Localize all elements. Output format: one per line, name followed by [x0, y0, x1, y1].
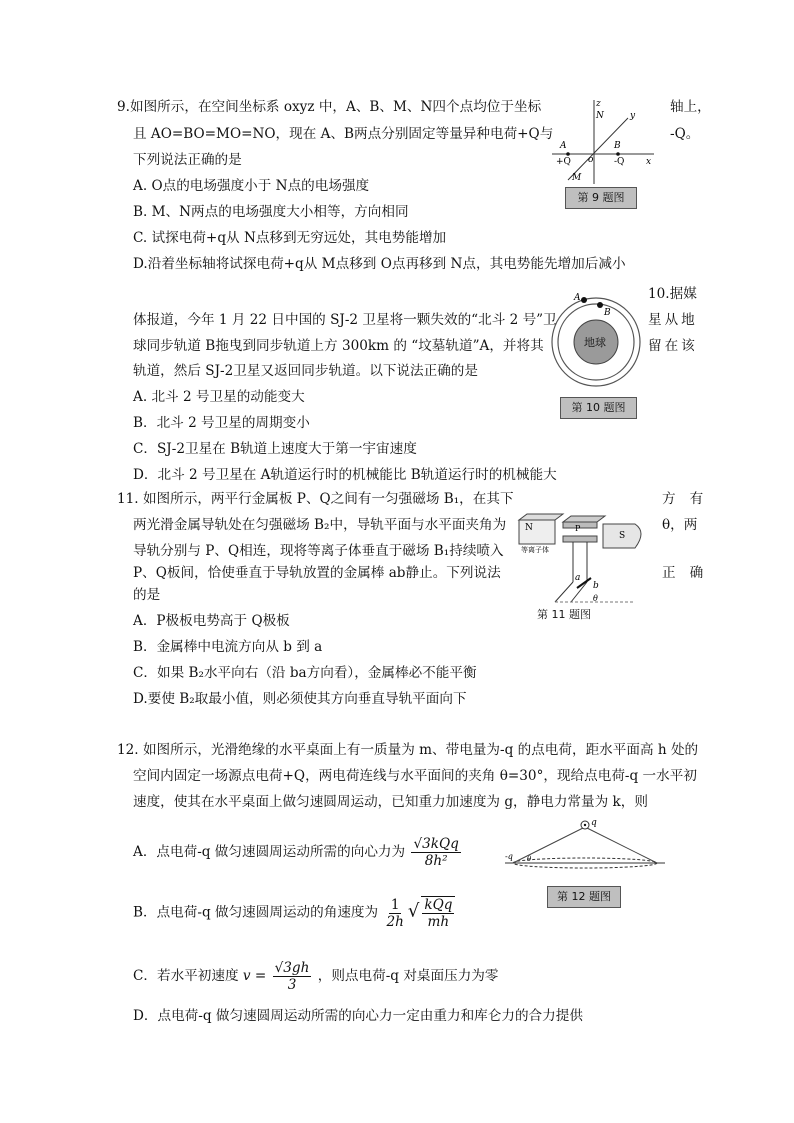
q9-option-d: D.沿着坐标轴将试探电荷+q从 M点移到 O点再移到 N点，其电势能先增加后减小 — [133, 256, 626, 272]
q11-label-theta: θ — [593, 594, 598, 603]
q9-option-a: A. O点的电场强度小于 N点的电场强度 — [133, 178, 370, 194]
q12-option-d: D．点电荷-q 做匀速圆周运动所需的向心力一定由重力和库仑力的合力提供 — [133, 1008, 583, 1024]
q10-line1: 体报道，今年 1 月 22 日中国的 SJ-2 卫星将一颗失效的“北斗 2 号”卫 — [133, 312, 557, 328]
q10-number: 10.据媒 — [648, 286, 697, 302]
q12-option-b-numerator: 1 — [390, 896, 400, 913]
q10-line3: 轨道，然后 SJ-2卫星又返回同步轨道。以下说法正确的是 — [133, 363, 478, 379]
q12-line1: 12. 如图所示，光滑绝缘的水平桌面上有一质量为 m、带电量为-q 的点电荷，距水平面高 h 处的 — [117, 742, 699, 758]
q11-label-plasma: 等离子体 — [521, 546, 549, 554]
q9-label-plus-q: +Q — [556, 157, 571, 167]
q9-figure-caption: 第 9 题图 — [565, 187, 637, 209]
q12-option-c-text2: ，则点电荷-q 对桌面压力为零 — [317, 968, 499, 984]
q11-line1-right: 方有 — [662, 491, 718, 507]
q12-figure-caption: 第 12 题图 — [547, 886, 621, 908]
q11-label-a: a — [575, 573, 581, 583]
q10-line1-right: 星从地 — [648, 312, 698, 328]
q9-label-x: x — [646, 157, 652, 167]
q11-line2: 两光滑金属导轨处在匀强磁场 B₂中，导轨平面与水平面夹角为 — [133, 517, 507, 533]
q12-option-b: B．点电荷-q 做匀速圆周运动的角速度为 $\frac{1}{2h}$ √ $\frac{\text{kQq}}{mh}$ — [133, 896, 457, 930]
q11-line2-right: θ，两 — [662, 517, 698, 533]
q10-line2-right: 留在该 — [648, 338, 698, 354]
q12-option-a-denominator: 8h² — [424, 853, 448, 869]
q9-line1: 9.如图所示，在空间坐标系 oxyz 中，A、B、M、N四个点均位于坐标 — [117, 99, 542, 115]
q10-label-earth: 地球 — [584, 336, 606, 349]
q12-option-c-fraction — [273, 960, 312, 993]
q10-option-a: A. 北斗 2 号卫星的动能变大 — [133, 389, 305, 405]
q10-line2: 球同步轨道 B拖曳到同步轨道上方 300km 的 “坟墓轨道”A，并将其 — [133, 338, 544, 354]
q9-label-a: A — [560, 141, 567, 151]
q12-label-theta: θ — [527, 855, 532, 863]
q11-line1: 11. 如图所示，两平行金属板 P、Q之间有一匀强磁场 B₁，在其下 — [117, 491, 514, 507]
q10-figure-caption: 第 10 题图 — [560, 397, 637, 419]
q11-option-c: C．如果 B₂水平向右（沿 ba方向看），金属棒必不能平衡 — [133, 665, 477, 681]
q11-line3: 导轨分别与 P、Q相连，现将等离子体垂直于磁场 B₁持续喷入 — [133, 543, 504, 559]
q11-label-b: b — [593, 581, 599, 591]
q11-line4-right: 正确 — [662, 565, 718, 581]
q9-label-o: o — [588, 155, 594, 165]
q12-option-a-text: A．点电荷-q 做匀速圆周运动所需的向心力为 — [133, 844, 406, 860]
q9-line1-right: 轴上， — [670, 99, 711, 115]
q9-line2-right: -Q。 — [670, 126, 700, 142]
q12-label-q: q — [591, 818, 597, 828]
q12-line3: 速度，使其在水平桌面上做匀速圆周运动，已知重力加速度为 g，静电力常量为 k，则 — [133, 794, 648, 810]
q9-label-y: y — [630, 111, 636, 121]
q12-option-b-fraction — [384, 897, 405, 930]
q9-label-b: B — [614, 141, 621, 151]
q9-label-minus-q: -Q — [614, 157, 625, 167]
q9-option-b: B. M、N两点的电场强度大小相等，方向相同 — [133, 204, 409, 220]
q10-option-c: C．SJ-2卫星在 B轨道上速度大于第一宇宙速度 — [133, 441, 417, 457]
q9-label-n: N — [596, 111, 604, 121]
q10-figure-orbits — [548, 288, 644, 388]
q12-option-c-v: v = — [242, 968, 267, 984]
q11-option-b: B．金属棒中电流方向从 b 到 a — [133, 639, 323, 655]
q12-option-b-radical-denominator: mh — [427, 914, 450, 930]
q11-label-s: S — [619, 531, 626, 541]
q12-option-b-radical — [421, 896, 455, 930]
q12-option-c-numerator: √3gh — [274, 960, 310, 976]
q11-option-d: D.要使 B₂取最小值，则必须使其方向垂直导轨平面向下 — [133, 691, 467, 707]
q9-label-m: M — [572, 173, 582, 183]
q10-label-a: A — [574, 293, 581, 303]
q12-option-a-fraction — [411, 836, 460, 869]
q11-option-a: A．P极板电势高于 Q极板 — [133, 613, 290, 629]
q12-option-c-denominator: 3 — [287, 977, 297, 993]
q12-line2: 空间内固定一场源点电荷+Q，两电荷连线与水平面间的夹角 θ=30°，现给点电荷-q 一水平初 — [133, 768, 697, 784]
q9-line2: 且 AO=BO=MO=NO，现在 A、B两点分别固定等量异种电荷+Q与 — [133, 126, 554, 142]
q12-option-b-text: B．点电荷-q 做匀速圆周运动的角速度为 — [133, 904, 379, 921]
q11-label-n: N — [525, 523, 533, 533]
q12-option-a — [133, 836, 463, 869]
q11-line5: 的是 — [133, 587, 161, 603]
q9-figure-axes — [548, 96, 660, 186]
q11-figure-apparatus — [515, 512, 657, 608]
q9-label-z: z — [596, 99, 601, 109]
q11-line4: P、Q板间，恰使垂直于导轨放置的金属棒 ab静止。下列说法 — [133, 565, 501, 581]
q12-label-minus-q: -q — [505, 852, 513, 861]
q10-option-d: D．北斗 2 号卫星在 A轨道运行时的机械能比 B轨道运行时的机械能大 — [133, 467, 557, 483]
q12-option-c-text: C．若水平初速度 — [133, 968, 239, 984]
q9-option-c: C. 试探电荷+q从 N点移到无穷远处，其电势能增加 — [133, 230, 447, 246]
q9-line3: 下列说法正确的是 — [133, 152, 242, 168]
q12-option-a-numerator: √3kQq — [413, 836, 459, 852]
q11-label-p: P — [575, 524, 581, 533]
q12-option-b-radical-numerator: kQq — [424, 897, 453, 913]
q12-figure-circle — [505, 815, 665, 875]
q12-option-c — [133, 960, 498, 993]
q10-label-b: B — [604, 308, 611, 318]
q11-figure-caption: 第 11 题图 — [537, 608, 591, 621]
q10-option-b: B．北斗 2 号卫星的周期变小 — [133, 415, 310, 431]
q12-option-b-denominator: 2h — [386, 913, 404, 930]
